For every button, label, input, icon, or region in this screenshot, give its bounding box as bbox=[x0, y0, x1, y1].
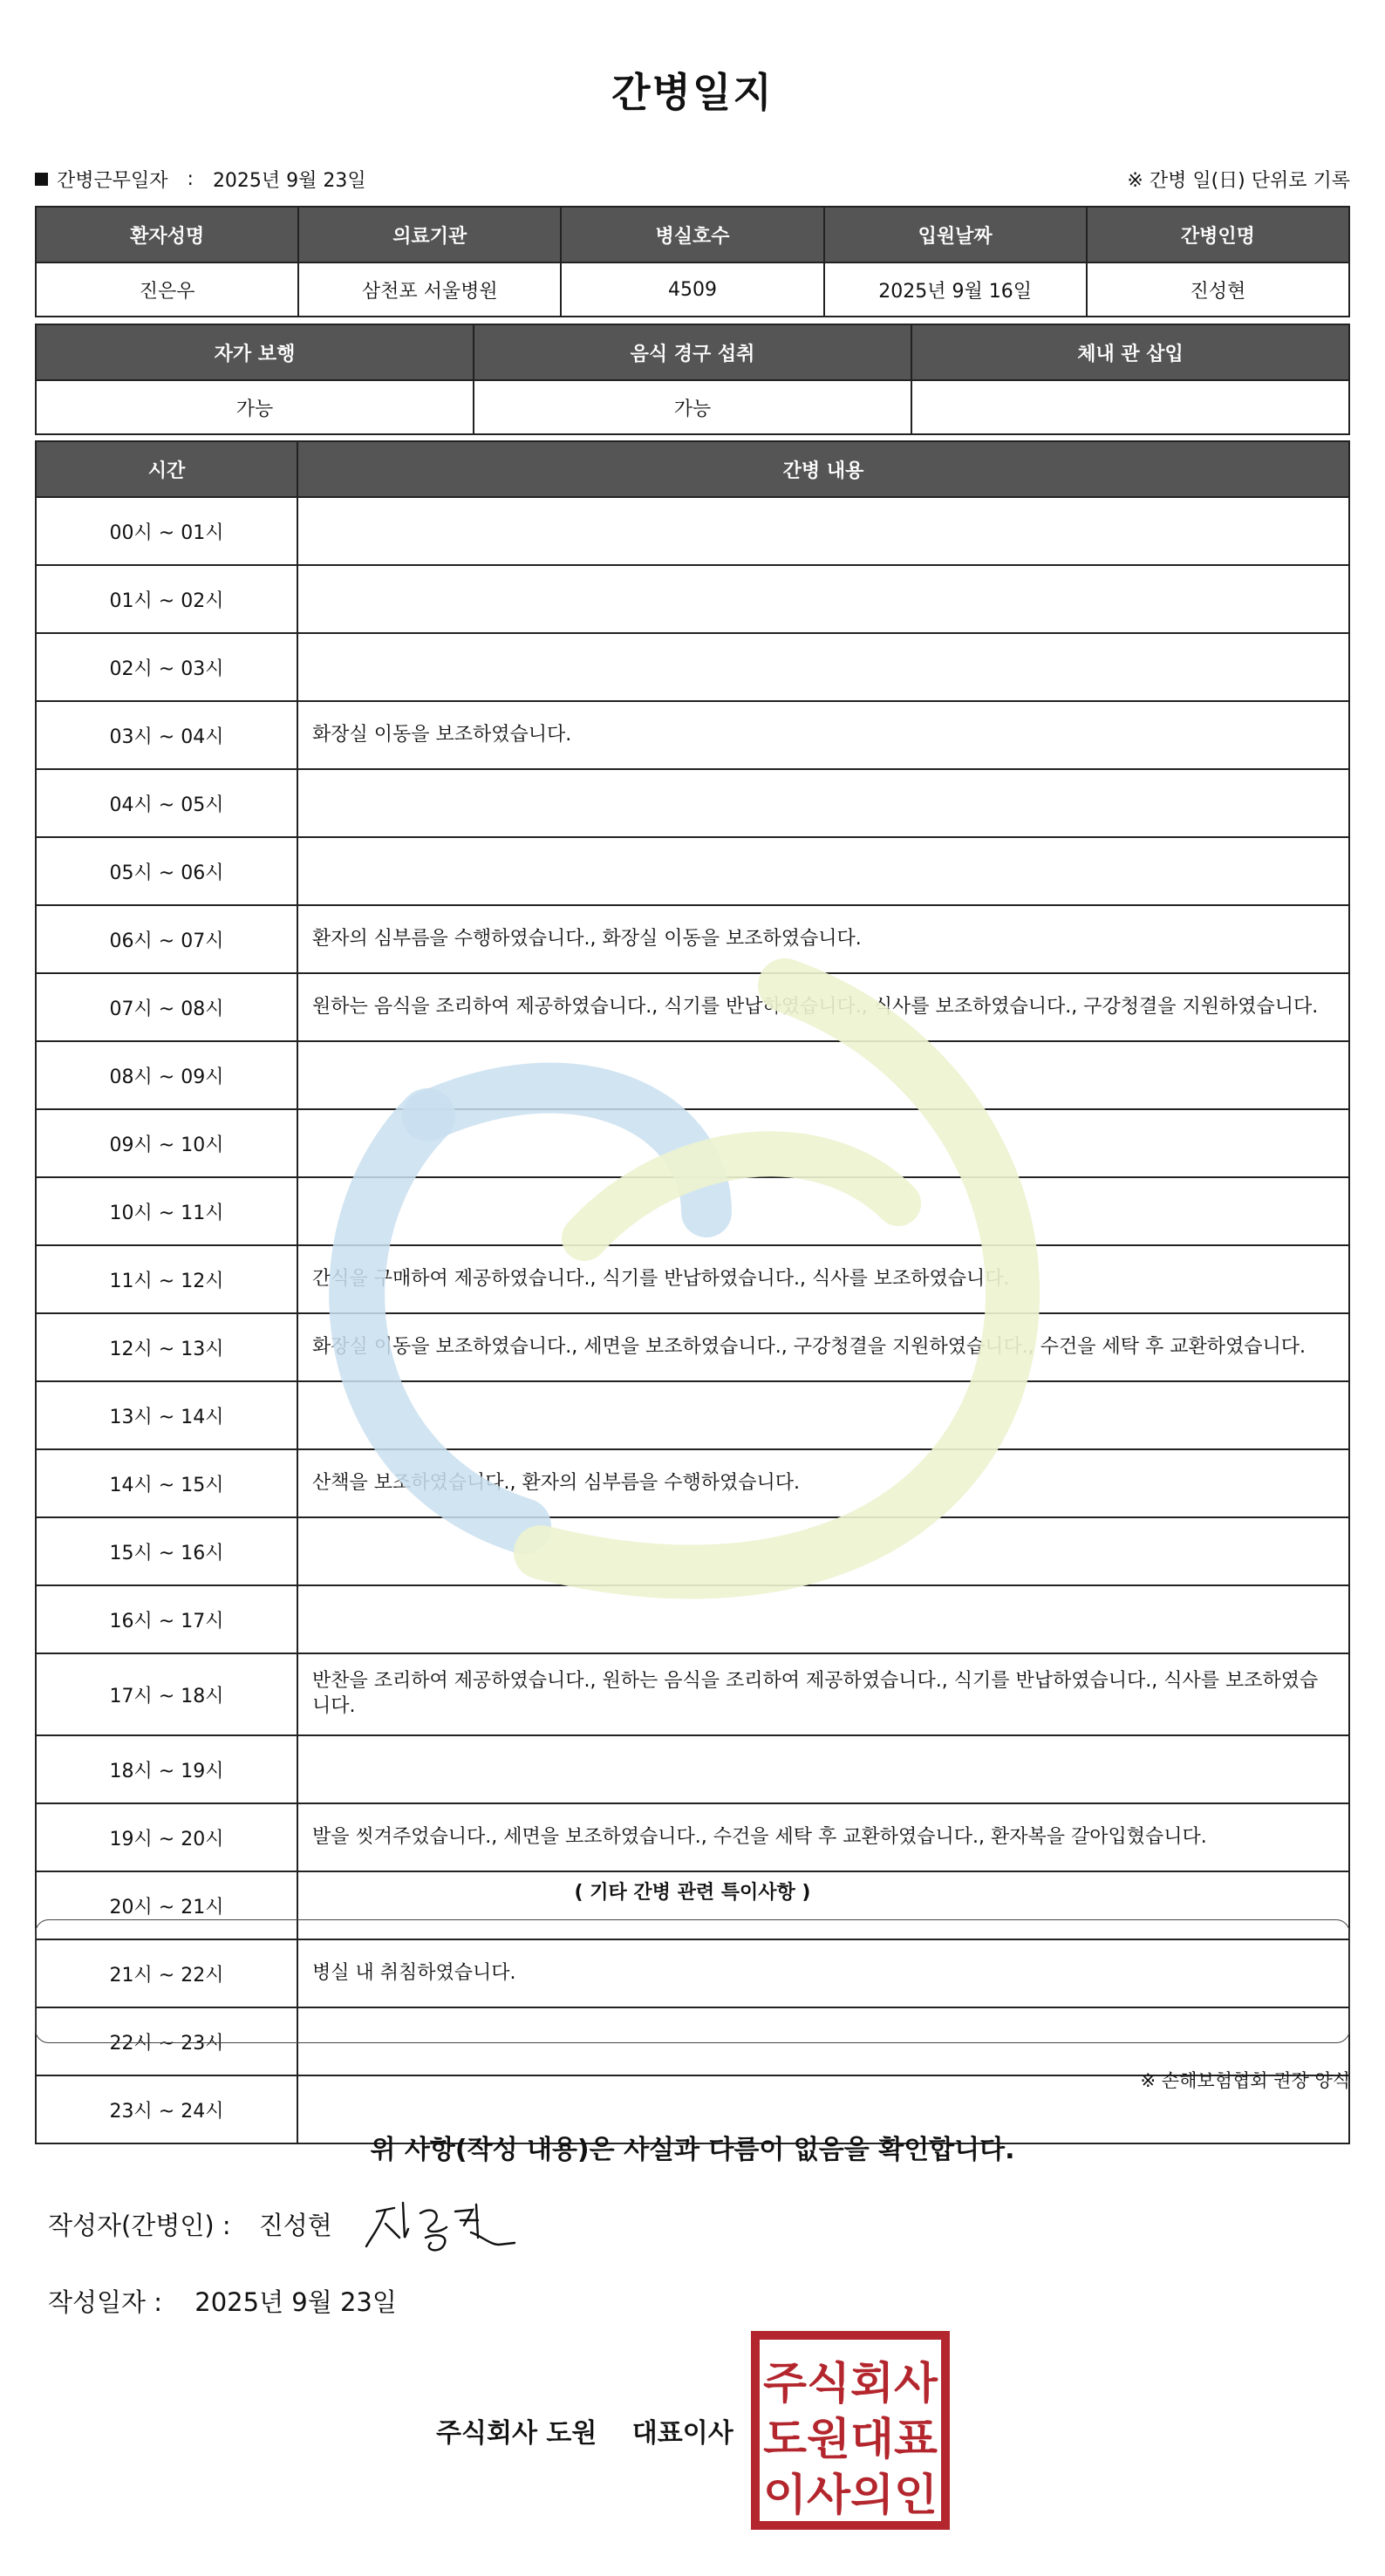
room-value: 4509 bbox=[561, 262, 823, 317]
time-cell: 15시 ~ 16시 bbox=[36, 1517, 297, 1585]
special-notes-box bbox=[35, 1919, 1350, 2043]
table-row bbox=[36, 1585, 1349, 1653]
content-cell: 환자의 심부름을 수행하였습니다., 화장실 이동을 보조하였습니다. bbox=[297, 905, 1349, 973]
content-cell bbox=[297, 1381, 1349, 1449]
time-cell: 21시 ~ 22시 bbox=[36, 1939, 297, 2007]
patient-status-table bbox=[35, 324, 1350, 435]
table-row bbox=[36, 633, 1349, 701]
time-cell: 04시 ~ 05시 bbox=[36, 769, 297, 837]
oral-intake-header: 음식 경구 섭취 bbox=[474, 324, 911, 380]
author-label: 작성자(간병인) : bbox=[48, 2211, 231, 2240]
content-cell bbox=[297, 1041, 1349, 1109]
content-cell bbox=[297, 1735, 1349, 1803]
handwritten-signature bbox=[359, 2194, 525, 2264]
table-row bbox=[36, 973, 1349, 1041]
content-cell: 발을 씻겨주었습니다., 세면을 보조하였습니다., 수건을 세탁 후 교환하였습니다., 환자복을 갈아입혔습니다. bbox=[297, 1803, 1349, 1871]
room-header: 병실호수 bbox=[561, 207, 823, 262]
time-cell: 03시 ~ 04시 bbox=[36, 701, 297, 769]
company-signature bbox=[436, 2411, 733, 2450]
content-cell: 화장실 이동을 보조하였습니다. bbox=[297, 701, 1349, 769]
time-cell: 02시 ~ 03시 bbox=[36, 633, 297, 701]
time-cell: 11시 ~ 12시 bbox=[36, 1245, 297, 1313]
special-notes-title: ( 기타 간병 관련 특이사항 ) bbox=[574, 1882, 811, 1904]
content-cell: 원하는 음식을 조리하여 제공하였습니다., 식기를 반납하였습니다., 식사를 보조하였습니다., 구강청결을 지원하였습니다. bbox=[297, 973, 1349, 1041]
time-cell: 09시 ~ 10시 bbox=[36, 1109, 297, 1177]
table-row bbox=[36, 1735, 1349, 1803]
admission-date-value: 2025년 9월 16일 bbox=[824, 262, 1087, 317]
self-walking-value: 가능 bbox=[36, 380, 474, 434]
table-row bbox=[36, 1381, 1349, 1449]
time-cell: 14시 ~ 15시 bbox=[36, 1449, 297, 1517]
table-row bbox=[36, 1109, 1349, 1177]
time-cell: 13시 ~ 14시 bbox=[36, 1381, 297, 1449]
time-cell: 20시 ~ 21시 bbox=[36, 1871, 297, 1939]
author-row bbox=[48, 2206, 332, 2242]
time-cell: 12시 ~ 13시 bbox=[36, 1313, 297, 1381]
table-row bbox=[36, 1177, 1349, 1245]
content-cell bbox=[297, 565, 1349, 633]
content-cell bbox=[297, 1109, 1349, 1177]
table-row bbox=[36, 701, 1349, 769]
time-cell: 18시 ~ 19시 bbox=[36, 1735, 297, 1803]
table-row bbox=[36, 1449, 1349, 1517]
table-row bbox=[36, 837, 1349, 905]
patient-info-table bbox=[35, 206, 1350, 317]
admission-date-header: 입원날짜 bbox=[824, 207, 1087, 262]
time-cell: 01시 ~ 02시 bbox=[36, 565, 297, 633]
table-row bbox=[36, 1517, 1349, 1585]
work-date bbox=[35, 166, 366, 193]
time-cell: 22시 ~ 23시 bbox=[36, 2007, 297, 2075]
time-cell: 19시 ~ 20시 bbox=[36, 1803, 297, 1871]
written-date-row bbox=[48, 2283, 397, 2319]
author-name: 진성현 bbox=[258, 2211, 332, 2240]
table-row bbox=[36, 905, 1349, 973]
content-cell: 간식을 구매하여 제공하였습니다., 식기를 반납하였습니다., 식사를 보조하였습니다. bbox=[297, 1245, 1349, 1313]
tube-insertion-header: 체내 관 삽입 bbox=[911, 324, 1349, 380]
hospital-header: 의료기관 bbox=[298, 207, 561, 262]
time-cell: 07시 ~ 08시 bbox=[36, 973, 297, 1041]
svg-text:이사의인: 이사의인 bbox=[763, 2470, 938, 2520]
content-cell bbox=[297, 1517, 1349, 1585]
time-cell: 16시 ~ 17시 bbox=[36, 1585, 297, 1653]
company-name: 주식회사 도원 bbox=[436, 2418, 597, 2449]
hospital-value: 삼천포 서울병원 bbox=[298, 262, 561, 317]
caregiver-value: 진성현 bbox=[1087, 262, 1349, 317]
table-row bbox=[36, 769, 1349, 837]
table-row bbox=[36, 1803, 1349, 1871]
confirmation-statement: 위 사항(작성 내용)은 사실과 다름이 없음을 확인합니다. bbox=[370, 2135, 1015, 2165]
table-row bbox=[36, 1653, 1349, 1735]
time-cell: 17시 ~ 18시 bbox=[36, 1653, 297, 1735]
page-title: 간병일지 bbox=[611, 69, 774, 116]
table-row bbox=[36, 1313, 1349, 1381]
work-date-value: 2025년 9월 23일 bbox=[212, 169, 366, 192]
content-cell bbox=[297, 633, 1349, 701]
content-cell: 반찬을 조리하여 제공하였습니다., 원하는 음식을 조리하여 제공하였습니다., 식기를 반납하였습니다., 식사를 보조하였습니다. bbox=[297, 1653, 1349, 1735]
content-cell bbox=[297, 1585, 1349, 1653]
written-date-value: 2025년 9월 23일 bbox=[194, 2287, 397, 2317]
content-cell: 병실 내 취침하였습니다. bbox=[297, 1939, 1349, 2007]
patient-name-value: 진은우 bbox=[36, 262, 298, 317]
table-row bbox=[36, 1245, 1349, 1313]
time-cell: 00시 ~ 01시 bbox=[36, 497, 297, 565]
care-content-header: 간병 내용 bbox=[297, 441, 1349, 497]
work-date-separator: : bbox=[187, 167, 194, 190]
table-row bbox=[36, 565, 1349, 633]
square-bullet-icon bbox=[35, 173, 48, 186]
table-row bbox=[36, 497, 1349, 565]
recommendation-note: ※ 손해보험협회 권장 양식 bbox=[1140, 2070, 1350, 2091]
time-cell: 06시 ~ 07시 bbox=[36, 905, 297, 973]
svg-text:도원대표: 도원대표 bbox=[763, 2414, 938, 2464]
patient-name-header: 환자성명 bbox=[36, 207, 298, 262]
work-date-label: 간병근무일자 bbox=[57, 169, 168, 192]
self-walking-header: 자가 보행 bbox=[36, 324, 474, 380]
tube-insertion-value bbox=[911, 380, 1349, 434]
caregiver-header: 간병인명 bbox=[1087, 207, 1349, 262]
content-cell bbox=[297, 497, 1349, 565]
company-role: 대표이사 bbox=[631, 2418, 733, 2449]
content-cell: 산책을 보조하였습니다., 환자의 심부름을 수행하였습니다. bbox=[297, 1449, 1349, 1517]
time-cell: 05시 ~ 06시 bbox=[36, 837, 297, 905]
oral-intake-value: 가능 bbox=[474, 380, 911, 434]
content-cell bbox=[297, 769, 1349, 837]
header-meta bbox=[35, 164, 1350, 194]
content-cell bbox=[297, 1177, 1349, 1245]
time-cell: 10시 ~ 11시 bbox=[36, 1177, 297, 1245]
time-cell: 23시 ~ 24시 bbox=[36, 2075, 297, 2143]
time-cell: 08시 ~ 09시 bbox=[36, 1041, 297, 1109]
company-seal-stamp bbox=[750, 2330, 951, 2531]
written-date-label: 작성일자 : bbox=[48, 2287, 163, 2317]
content-cell: 화장실 이동을 보조하였습니다., 세면을 보조하였습니다., 구강청결을 지원하였습니다., 수건을 세탁 후 교환하였습니다. bbox=[297, 1313, 1349, 1381]
content-cell bbox=[297, 837, 1349, 905]
time-header: 시간 bbox=[36, 441, 297, 497]
svg-text:주식회사: 주식회사 bbox=[763, 2358, 938, 2409]
table-row bbox=[36, 1041, 1349, 1109]
record-unit-note: ※ 간병 일(日) 단위로 기록 bbox=[1127, 169, 1350, 192]
